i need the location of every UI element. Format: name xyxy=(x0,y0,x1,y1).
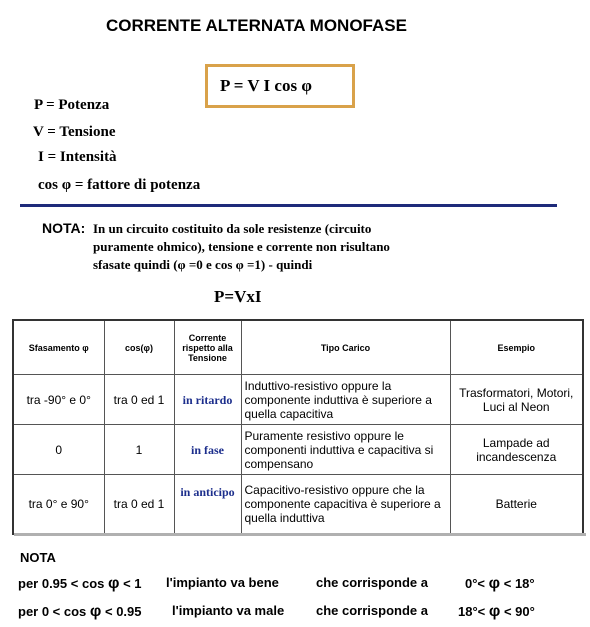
phi-symbol: φ xyxy=(488,603,501,620)
cell-phase: 0 xyxy=(13,425,104,475)
cell-phase: tra 0° e 90° xyxy=(13,475,104,535)
legend-potenza: P = Potenza xyxy=(34,97,110,113)
range-end: < 18° xyxy=(503,576,535,591)
table-shadow xyxy=(14,533,586,536)
cell-cos: tra 0 ed 1 xyxy=(104,375,174,425)
cell-relation: in ritardo xyxy=(174,375,241,425)
corresponds-label: che corrisponde a xyxy=(316,603,428,618)
cell-type: Puramente resistivo oppure le componenti induttiva e capacitiva si compensano xyxy=(241,425,450,475)
cell-example: Batterie xyxy=(450,475,583,535)
cell-relation: in fase xyxy=(174,425,241,475)
cell-type: Induttivo-resistivo oppure la componente induttiva è superiore a quella capacitiva xyxy=(241,375,450,425)
condition-prefix: per 0.95 < cos xyxy=(18,576,105,591)
note-line: puramente ohmico), tensione e corrente non risultano xyxy=(93,239,390,254)
bottom-note-label: NOTA xyxy=(20,550,56,565)
phi-symbol: φ xyxy=(89,603,102,620)
table-row xyxy=(13,375,583,425)
header-phase: Sfasamento φ xyxy=(13,320,104,375)
cell-cos: tra 0 ed 1 xyxy=(104,475,174,535)
header-example: Esempio xyxy=(450,320,583,375)
cell-phase: tra -90° e 0° xyxy=(13,375,104,425)
cell-example: Lampade ad incandescenza xyxy=(450,425,583,475)
range-start: 0°< xyxy=(465,576,486,591)
status-good: l'impianto va bene xyxy=(166,575,279,590)
note-label: NOTA: xyxy=(42,220,86,236)
table-row xyxy=(13,425,583,475)
range-start: 18°< xyxy=(458,604,486,619)
legend-tensione: V = Tensione xyxy=(33,124,116,140)
cell-type: Capacitivo-resistivo oppure che la componente capacitiva è superiore a quella induttiva xyxy=(241,475,450,535)
page-title: CORRENTE ALTERNATA MONOFASE xyxy=(106,16,407,35)
cell-cos: 1 xyxy=(104,425,174,475)
header-cos: cos(φ) xyxy=(104,320,174,375)
cell-example: Trasformatori, Motori, Luci al Neon xyxy=(450,375,583,425)
table-header-row xyxy=(13,320,583,375)
range-good xyxy=(465,575,535,593)
cell-relation: in anticipo xyxy=(174,475,241,535)
note-line: sfasate quindi (φ =0 e cos φ =1) - quindi xyxy=(93,257,313,272)
condition-bad xyxy=(18,603,142,621)
condition-good xyxy=(18,575,142,593)
legend-cos-phi: cos φ = fattore di potenza xyxy=(38,177,201,193)
corresponds-label: che corrisponde a xyxy=(316,575,428,590)
header-type: Tipo Carico xyxy=(241,320,450,375)
main-formula: P = V I cos φ xyxy=(220,76,312,95)
header-relation: Corrente rispetto alla Tensione xyxy=(174,320,241,375)
range-bad xyxy=(458,603,535,621)
condition-prefix: per 0 < cos xyxy=(18,604,87,619)
note-line: In un circuito costituito da sole resistenze (circuito xyxy=(93,221,372,236)
condition-suffix: < 0.95 xyxy=(105,604,142,619)
legend-intensita: I = Intensità xyxy=(38,149,117,165)
simple-formula: P=VxI xyxy=(214,287,262,306)
phi-symbol: φ xyxy=(488,575,501,592)
range-end: < 90° xyxy=(503,604,535,619)
condition-suffix: < 1 xyxy=(123,576,142,591)
phi-symbol: φ xyxy=(108,575,120,592)
note-body xyxy=(93,220,503,274)
table-row xyxy=(13,475,583,535)
phase-table xyxy=(12,319,584,535)
status-bad: l'impianto va male xyxy=(172,603,285,618)
section-divider xyxy=(20,204,557,207)
